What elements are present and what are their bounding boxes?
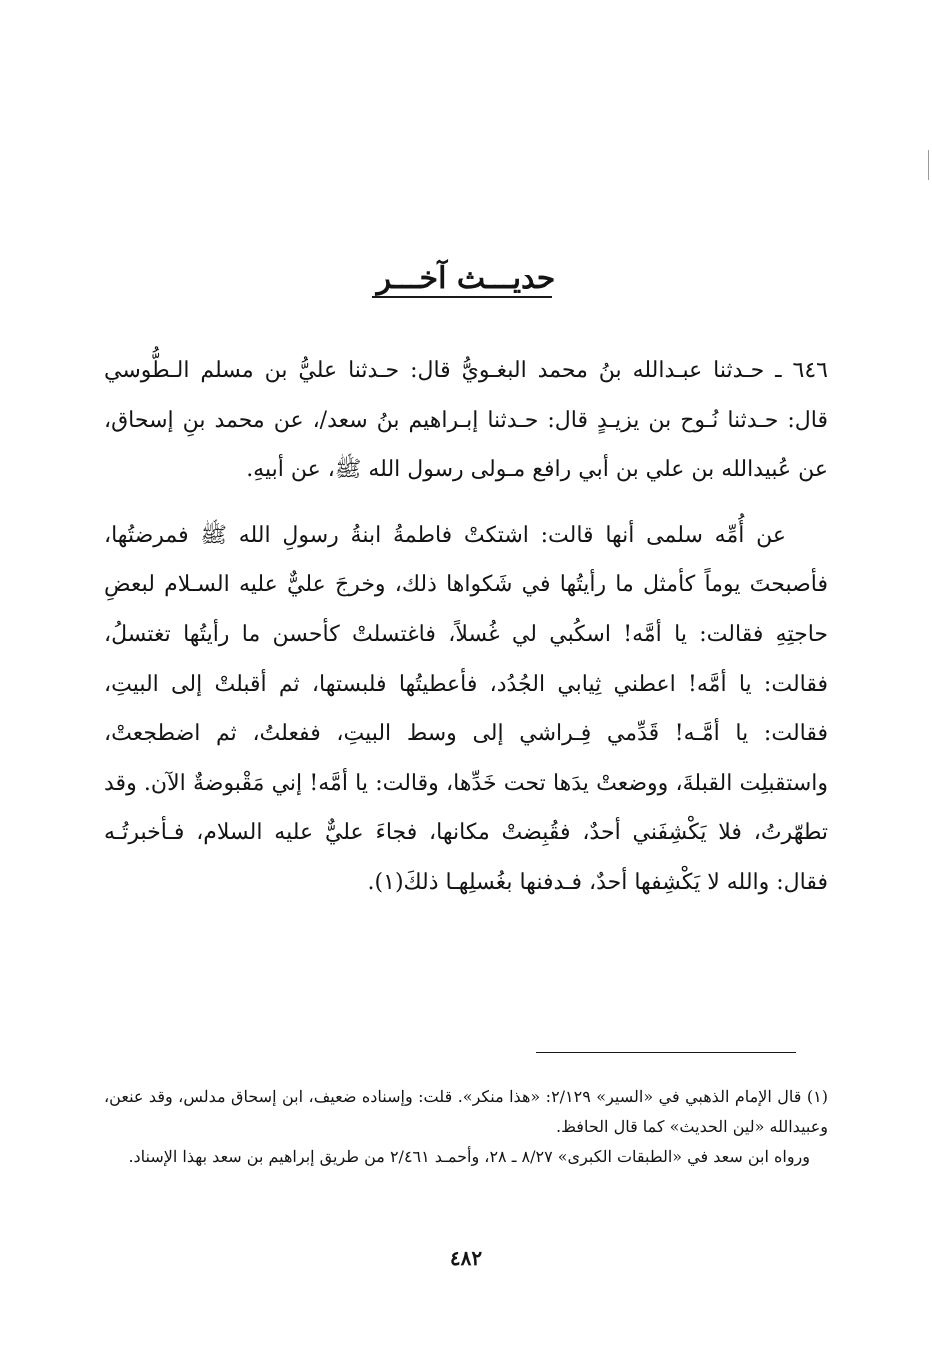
paragraph-isnad: ٦٤٦ ـ حـدثنا عبـدالله بنُ محمد البغـويُّ قال: حـدثنا عليُّ بن مسلم الـطُّوسي قال: حـدثنا نُـوح بن يزيـدٍ قال: حـدثنا إبـراهيم بنُ سعد/، عن محمد بنِ إسحاق، عن عُبيدالله بن علي بن أبي رافع مـولى رسول الله ﷺ، عن أبيهِ. [104,358,828,483]
footnote-separator [536,1052,796,1053]
section-heading: حديـــث آخـــر [376,261,556,296]
page-number: ٤٨٢ [449,1246,483,1270]
body-text [104,346,828,908]
heading-underline [372,296,552,298]
margin-mark [928,150,929,180]
footnote-1: (١) قال الإمام الذهبي في «السير» ٢/١٢٩: «هذا منكر». قلت: وإسناده ضعيف، ابن إسحاق مدلس، وقد عنعن، وعبيدالله «لين الحديث» كما قال الحافظ. [104,1087,828,1136]
footnote-1-continued: ورواه ابن سعد في «الطبقات الكبرى» ٨/٢٧ ـ ٢٨، وأحمـد ٢/٤٦١ من طريق إبراهيم بن سعد بهذا الإسناد. [128,1147,810,1166]
paragraph-narration: عن أُمِّه سلمى أنها قالت: اشتكتْ فاطمةُ ابنةُ رسولِ الله ﷺ فمرضتُها، فأصبحتَ يوماً كأمثل ما رأيتُها في شَكواها ذلك، وخرجَ عليٌّ عليه السـلام لبعضِ حاجتِهِ فقالت: يا أمَّه! اسكُبي لي غُسلاً، فاغتسلتْ كأحسن ما رأيتُها تغتسلُ، فقالت: يا أمَّه! اعطني ثِيابي الجُدُد، فأعطيتُها فلبستها، ثم أقبلتْ إلى البيتِ، فقالت: يا أمَّـه! قَدِّمي فِـراشي إلى وسط البيتِ، ففعلتُ، ثم اضطجعتْ، واستقبلِت القبلةَ، ووضعتْ يدَها تحت خَدِّها، وقالت: يا أمَّه! إني مَقْبوضةٌ الآن. وقد تطهّرتُ، فلا يَكْشِفَني أحدٌ، فقُبِضتْ مكانها، فجاءَ عليٌّ عليه السلام، فـأخبرتُـه فقال: والله لا يَكْشِفها أحدٌ، فـدفنها بغُسلِهـا ذلكَ(١). [104,522,828,895]
footnotes [104,1082,828,1172]
